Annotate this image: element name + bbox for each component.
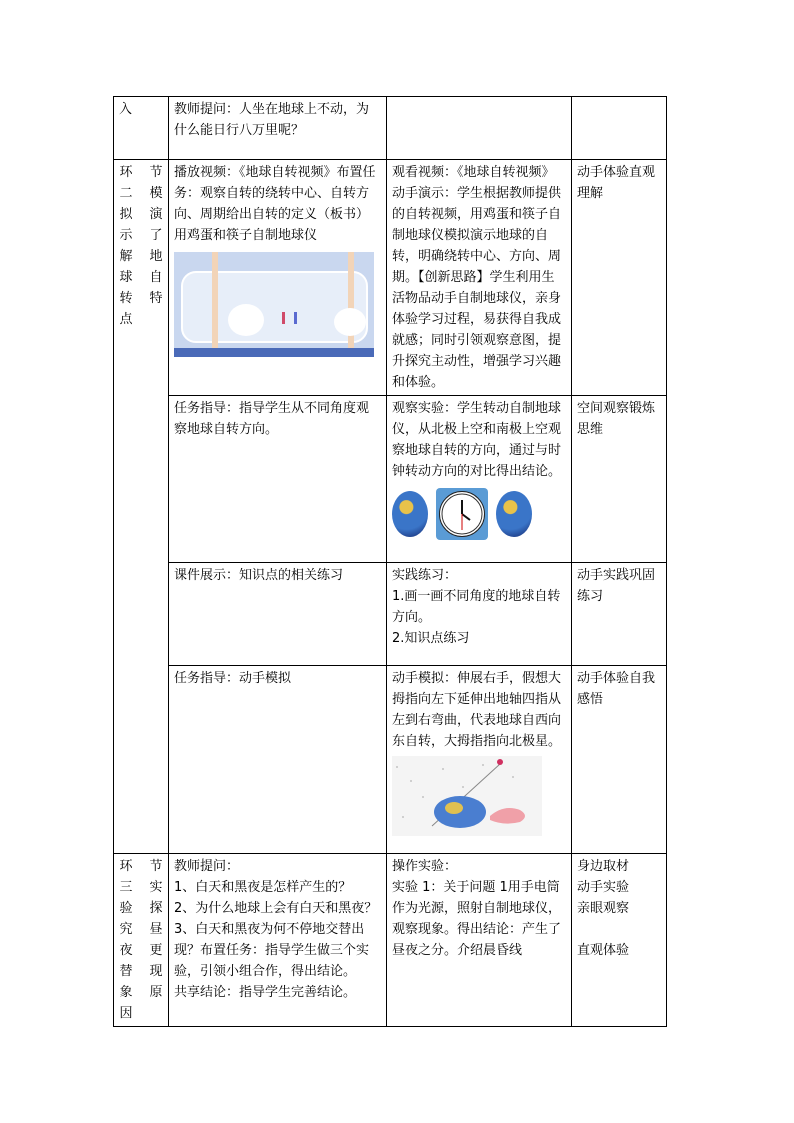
stage-char: 实: [149, 880, 163, 895]
stage-char: 示: [119, 228, 133, 243]
stage-cell: [114, 160, 169, 854]
stage-char: 验: [119, 901, 133, 916]
intent-text: 动手实验: [577, 880, 630, 895]
teacher-text: 任务指导：动手模拟: [174, 671, 292, 686]
teacher-cell: [169, 160, 387, 396]
student-text: 实践练习：: [392, 568, 458, 583]
table-row: [114, 160, 667, 396]
stage-char: 因: [119, 1006, 133, 1021]
intent-text: 动手实践巩固练习: [577, 568, 656, 604]
clock-icon: [436, 488, 488, 540]
student-text: 观看视频：《地球自转视频》动手演示：学生根据教师提供的自转视频，用鸡蛋和筷子自制地球仪模拟演示地球的自转，明确绕转中心、方向、周期。【创新思路】学生利用生活物品动手自制地球仪，亲身体验学习过程，易获得自我成就感；同时引领观察意图，提升探究主动性，增强学习兴趣和体验。: [392, 165, 562, 390]
table-row: [114, 666, 667, 854]
egg-shape: [334, 308, 366, 336]
stage-char: 模: [149, 186, 163, 201]
stage-char: 点: [119, 312, 133, 327]
teacher-cell: [169, 396, 387, 563]
student-cell: [387, 160, 572, 396]
intent-cell: [572, 666, 667, 854]
egg-shape: [228, 304, 264, 336]
stage-char: 象: [119, 985, 133, 1000]
stage-cell: [114, 97, 169, 160]
stage-char: 地: [149, 249, 163, 264]
intent-text: 亲眼观察: [577, 901, 630, 916]
hand-globe-illustration: [392, 756, 542, 836]
intent-text: 空间观察锻炼思维: [577, 401, 656, 437]
table-row: [114, 563, 667, 666]
stage-char: 二: [119, 186, 133, 201]
teacher-text: 共享结论：指导学生完善结论。: [174, 985, 357, 1000]
intent-cell: [572, 563, 667, 666]
intent-cell: [572, 854, 667, 1027]
stage-char: 环: [119, 165, 133, 180]
teacher-text: 教师提问：人坐在地球上不动，为什么能日行八万里呢？: [174, 102, 370, 138]
teacher-text: 2、为什么地球上会有白天和黑夜？: [174, 901, 378, 916]
stage-char: 球: [119, 270, 133, 285]
stage-char: 现: [149, 964, 163, 979]
stage-char: 演: [149, 207, 163, 222]
student-cell: [387, 97, 572, 160]
intent-cell: [572, 396, 667, 563]
intent-text: 身边取材: [577, 859, 630, 874]
student-text: 观察实验：学生转动自制地球仪，从北极上空和南极上空观察地球自转的方向，通过与时钟转动方向的对比得出结论。: [392, 401, 562, 479]
stage-char: 自: [149, 270, 163, 285]
intent-text: [577, 919, 661, 940]
stage-char: 节: [149, 165, 163, 180]
globe-icon: [392, 491, 428, 537]
stage-char: 更: [149, 943, 163, 958]
student-cell: [387, 666, 572, 854]
intent-cell: [572, 160, 667, 396]
stage-cell: [114, 854, 169, 1027]
stage-char: 探: [149, 901, 163, 916]
teacher-cell: [169, 97, 387, 160]
stage-label: 入: [119, 102, 133, 117]
globe-icon: [496, 491, 532, 537]
teacher-cell: [169, 666, 387, 854]
stage-char: 替: [119, 964, 133, 979]
clock-face-illustration: [440, 492, 484, 536]
teacher-text: 课件展示：知识点的相关练习: [174, 568, 344, 583]
student-text: 2.知识点练习: [392, 631, 470, 646]
lesson-plan-table: [113, 96, 667, 1027]
teacher-text: 播放视频：《地球自转视频》布置任务：观察自转的绕转中心、自转方向、周期给出自转的定义（板书）用鸡蛋和筷子自制地球仪: [174, 165, 376, 243]
stage-char: 节: [149, 859, 163, 874]
student-text: 动手模拟：伸展右手，假想大拇指向左下延伸出地轴四指从左到右弯曲，代表地球自西向东自转，大拇指指向北极星。: [392, 671, 562, 749]
stage-char: 原: [149, 985, 163, 1000]
table-row: [114, 396, 667, 563]
student-text: 实验 1：关于问题 1用手电筒作为光源，照射自制地球仪，观察现象。得出结论：产生了昼夜之分。介绍晨昏线: [392, 880, 562, 958]
table-row: [114, 854, 667, 1027]
intent-text: 动手体验直观理解: [577, 165, 656, 201]
student-text: 操作实验：: [392, 859, 458, 874]
intent-cell: [572, 97, 667, 160]
teacher-cell: [169, 563, 387, 666]
stage-char: 昼: [149, 922, 163, 937]
rotation-compare-images: [392, 488, 566, 540]
stage-char: 三: [119, 880, 133, 895]
stage-char: 了: [149, 228, 163, 243]
teacher-text: 教师提问：: [174, 859, 240, 874]
teacher-text: 3、白天和黑夜为何不停地交替出现？布置任务：指导学生做三个实验，引领小组合作，得出结论。: [174, 922, 370, 979]
stage-char: 拟: [119, 207, 133, 222]
intent-text: 动手体验自我感悟: [577, 671, 656, 707]
stage-title-vertical: [118, 162, 164, 330]
stage-char: 特: [149, 291, 163, 306]
egg-globe-photo: [174, 252, 374, 357]
egg-chopstick-model-illustration: [174, 252, 374, 357]
teacher-text: 任务指导：指导学生从不同角度观察地球自转方向。: [174, 401, 370, 437]
student-cell: [387, 854, 572, 1027]
teacher-cell: [169, 854, 387, 1027]
student-text: 1.画一画不同角度的地球自转方向。: [392, 589, 561, 625]
stage-title-vertical: [118, 856, 164, 1024]
stage-char: 夜: [119, 943, 133, 958]
stage-char: 环: [119, 859, 133, 874]
intent-text: 直观体验: [577, 943, 630, 958]
student-cell: [387, 563, 572, 666]
stage-char: 转: [119, 291, 133, 306]
student-cell: [387, 396, 572, 563]
teacher-text: 1、白天和黑夜是怎样产生的？: [174, 880, 352, 895]
stage-char: 解: [119, 249, 133, 264]
hand-globe-image: [392, 756, 542, 836]
table-row: [114, 97, 667, 160]
stage-char: 究: [119, 922, 133, 937]
